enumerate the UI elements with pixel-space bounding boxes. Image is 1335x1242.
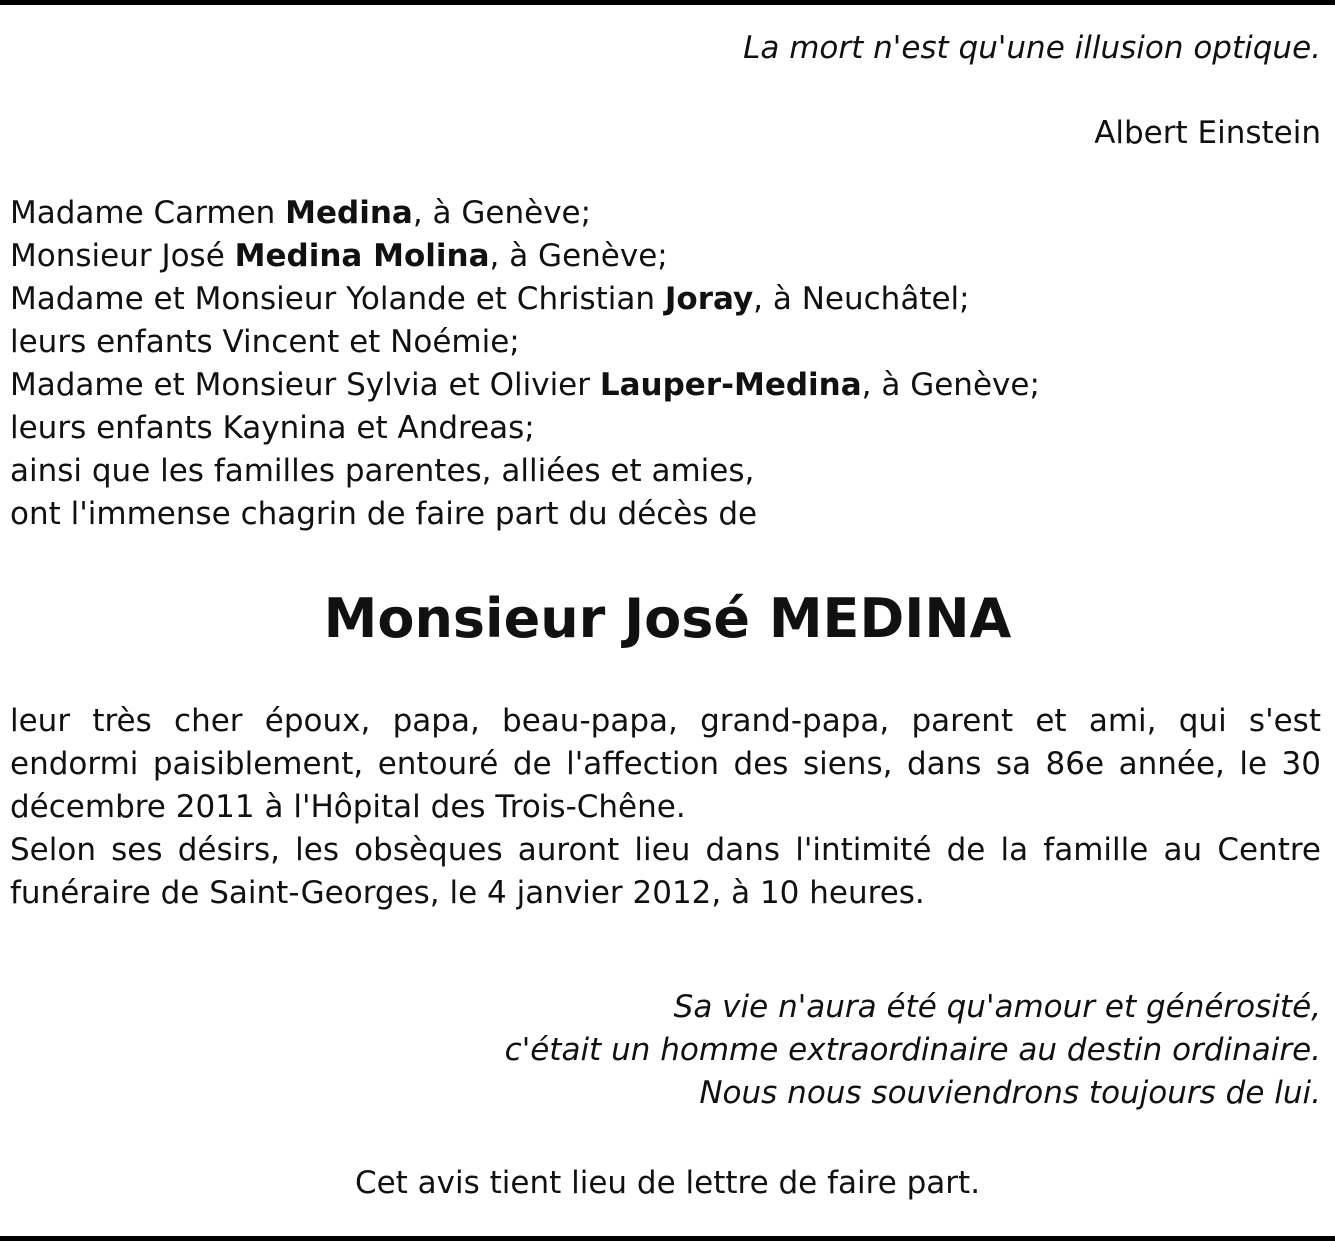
family-line: Madame Carmen Medina, à Genève; bbox=[10, 195, 592, 231]
family-line: leurs enfants Kaynina et Andreas; bbox=[10, 410, 535, 446]
epigraph-author: Albert Einstein bbox=[1094, 115, 1321, 151]
family-line: ainsi que les familles parentes, alliées et amies, bbox=[10, 453, 755, 489]
family-line: Madame et Monsieur Yolande et Christian Joray, à Neuchâtel; bbox=[10, 281, 970, 317]
family-line: Madame et Monsieur Sylvia et Olivier Lauper-Medina, à Genève; bbox=[10, 367, 1040, 403]
announcement-paragraph: leur très cher époux, papa, beau-papa, grand-papa, parent et ami, qui s'est endormi paisiblement, entouré de l'affection des siens, dans sa 86e année, le 30 décembre 2011 à l'Hôpital des Trois-Chêne. bbox=[10, 703, 1321, 825]
family-line: Monsieur José Medina Molina, à Genève; bbox=[10, 238, 668, 274]
bottom-border-rule bbox=[0, 1236, 1335, 1241]
notice-text: Cet avis tient lieu de lettre de faire part. bbox=[354, 1165, 981, 1201]
deceased-name-heading: Monsieur José MEDINA bbox=[323, 587, 1012, 650]
closing-quote-line: c'était un homme extraordinaire au destin ordinaire. bbox=[504, 1032, 1321, 1068]
family-list bbox=[10, 192, 1321, 536]
closing-quote bbox=[10, 986, 1321, 1115]
top-border-rule bbox=[0, 0, 1335, 5]
closing-quote-line: Nous nous souviendrons toujours de lui. bbox=[699, 1075, 1321, 1111]
announcement-body bbox=[10, 700, 1321, 915]
epigraph-quote: La mort n'est qu'une illusion optique. bbox=[743, 30, 1321, 66]
announcement-paragraph: Selon ses désirs, les obsèques auront lieu dans l'intimité de la famille au Centre funéraire de Saint-Georges, le 4 janvier 2012, à 10 heures. bbox=[10, 832, 1321, 911]
closing-quote-line: Sa vie n'aura été qu'amour et générosité, bbox=[673, 989, 1321, 1025]
family-line: leurs enfants Vincent et Noémie; bbox=[10, 324, 520, 360]
family-line: ont l'immense chagrin de faire part du décès de bbox=[10, 496, 758, 532]
